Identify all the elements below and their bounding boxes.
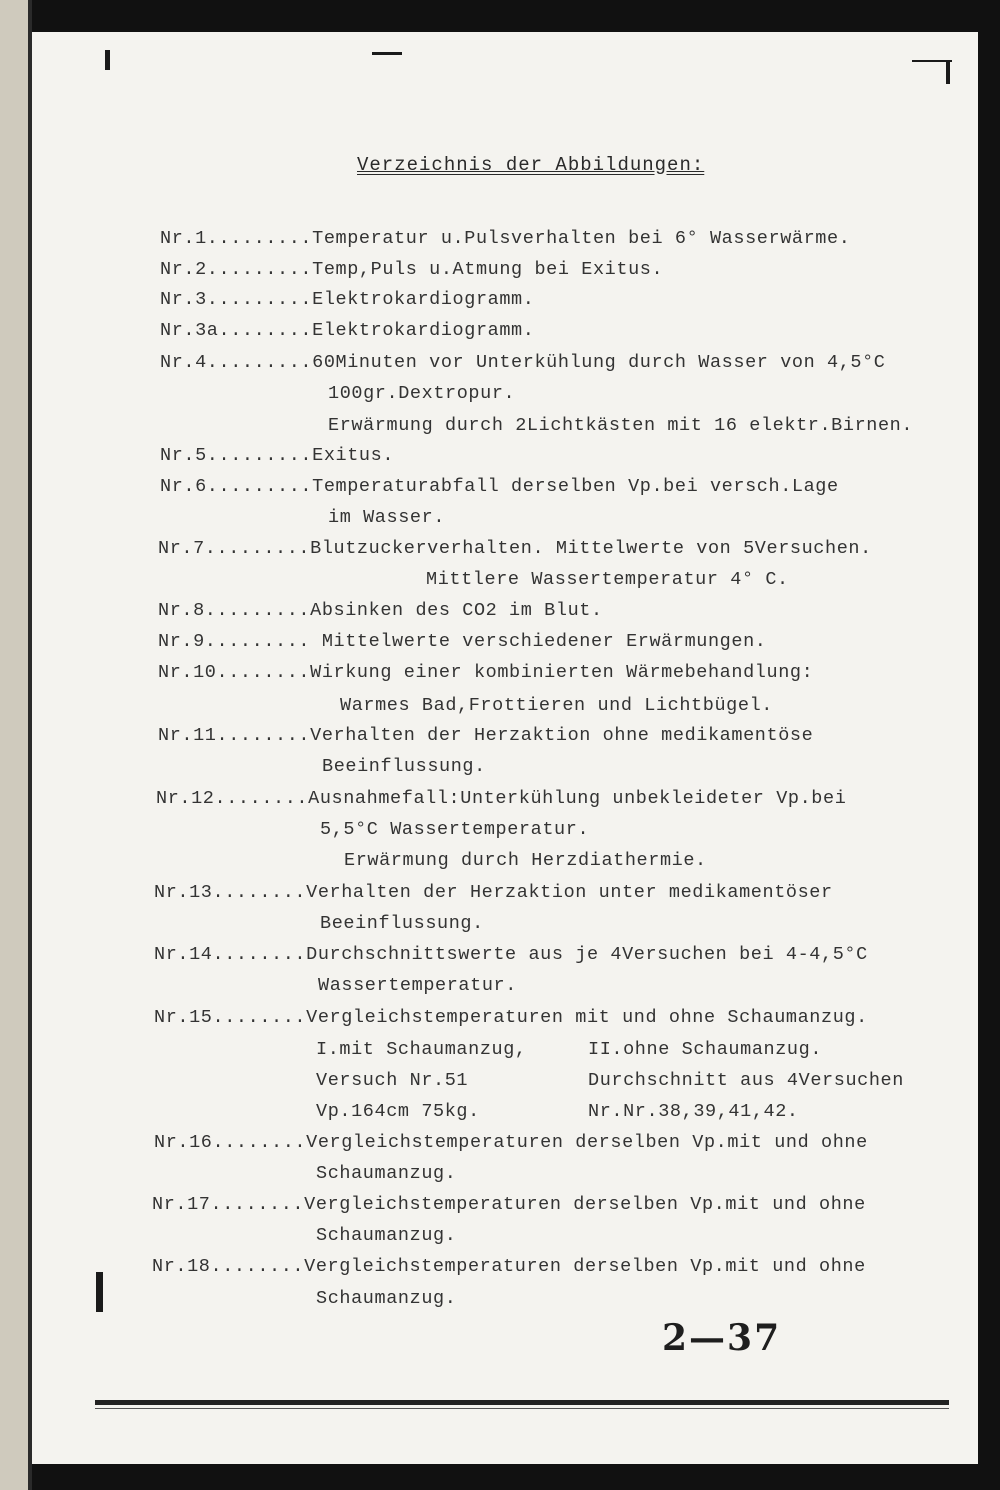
document-page — [32, 32, 978, 1464]
list-item: Nr.14........Durchschnittswerte aus je 4Versuchen bei 4-4,5°C — [154, 944, 868, 965]
list-item: Nr.15........Vergleichstemperaturen mit und ohne Schaumanzug. — [154, 1007, 868, 1028]
list-item: Erwärmung durch 2Lichtkästen mit 16 elektr.Birnen. — [328, 415, 914, 436]
list-item: Versuch Nr.51 — [316, 1070, 469, 1091]
bottom-rule-thin — [95, 1408, 949, 1409]
list-item: Nr.5.........Exitus. — [160, 445, 395, 466]
list-item: II.ohne Schaumanzug. — [588, 1039, 823, 1060]
list-item: Nr.11........Verhalten der Herzaktion ohne medikamentöse — [158, 725, 814, 746]
page-number: 2—37 — [662, 1317, 782, 1359]
list-item: Vp.164cm 75kg. — [316, 1101, 480, 1122]
list-item: 100gr.Dextropur. — [328, 383, 516, 404]
list-item: Durchschnitt aus 4Versuchen — [588, 1070, 904, 1091]
list-item: Nr.6.........Temperaturabfall derselben Vp.bei versch.Lage — [160, 476, 839, 497]
list-item: im Wasser. — [328, 507, 446, 528]
list-item: Wassertemperatur. — [318, 975, 517, 996]
corner-mark — [105, 50, 110, 70]
list-item: Schaumanzug. — [316, 1225, 457, 1246]
list-item: Nr.3.........Elektrokardiogramm. — [160, 289, 535, 310]
list-item: Nr.7.........Blutzuckerverhalten. Mittelwerte von 5Versuchen. — [158, 538, 872, 559]
list-item: Nr.8.........Absinken des CO2 im Blut. — [158, 600, 603, 621]
list-item: Mittlere Wassertemperatur 4° C. — [426, 569, 789, 590]
list-item: Nr.18........Vergleichstemperaturen derselben Vp.mit und ohne — [152, 1256, 866, 1277]
list-item: Nr.12........Ausnahmefall:Unterkühlung unbekleideter Vp.bei — [156, 788, 847, 809]
corner-mark — [946, 60, 950, 84]
list-item: Beeinflussung. — [322, 756, 486, 777]
list-item: Beeinflussung. — [320, 913, 484, 934]
page-title: Verzeichnis der Abbildungen: — [357, 154, 705, 176]
list-item: Nr.3a........Elektrokardiogramm. — [160, 320, 535, 341]
list-item: Nr.2.........Temp,Puls u.Atmung bei Exitus. — [160, 259, 664, 280]
list-item: Erwärmung durch Herzdiathermie. — [344, 850, 707, 871]
list-item: Nr.1.........Temperatur u.Pulsverhalten bei 6° Wasserwärme. — [160, 228, 851, 249]
list-item: Nr.17........Vergleichstemperaturen derselben Vp.mit und ohne — [152, 1194, 866, 1215]
list-item: Nr.13........Verhalten der Herzaktion unter medikamentöser — [154, 882, 833, 903]
bottom-rule — [95, 1400, 949, 1405]
binding-mark — [96, 1272, 103, 1312]
corner-mark — [372, 52, 402, 55]
list-item: Nr.9......... Mittelwerte verschiedener Erwärmungen. — [158, 631, 767, 652]
binder-edge — [0, 0, 32, 1490]
list-item: Nr.10........Wirkung einer kombinierten Wärmebehandlung: — [158, 662, 814, 683]
list-item: I.mit Schaumanzug, — [316, 1039, 527, 1060]
list-item: Schaumanzug. — [316, 1163, 457, 1184]
list-item: Nr.Nr.38,39,41,42. — [588, 1101, 799, 1122]
list-item: Schaumanzug. — [316, 1288, 457, 1309]
list-item: 5,5°C Wassertemperatur. — [320, 819, 590, 840]
list-item: Nr.4.........60Minuten vor Unterkühlung durch Wasser von 4,5°C — [160, 352, 886, 373]
list-item: Nr.16........Vergleichstemperaturen derselben Vp.mit und ohne — [154, 1132, 868, 1153]
list-item: Warmes Bad,Frottieren und Lichtbügel. — [340, 695, 773, 716]
